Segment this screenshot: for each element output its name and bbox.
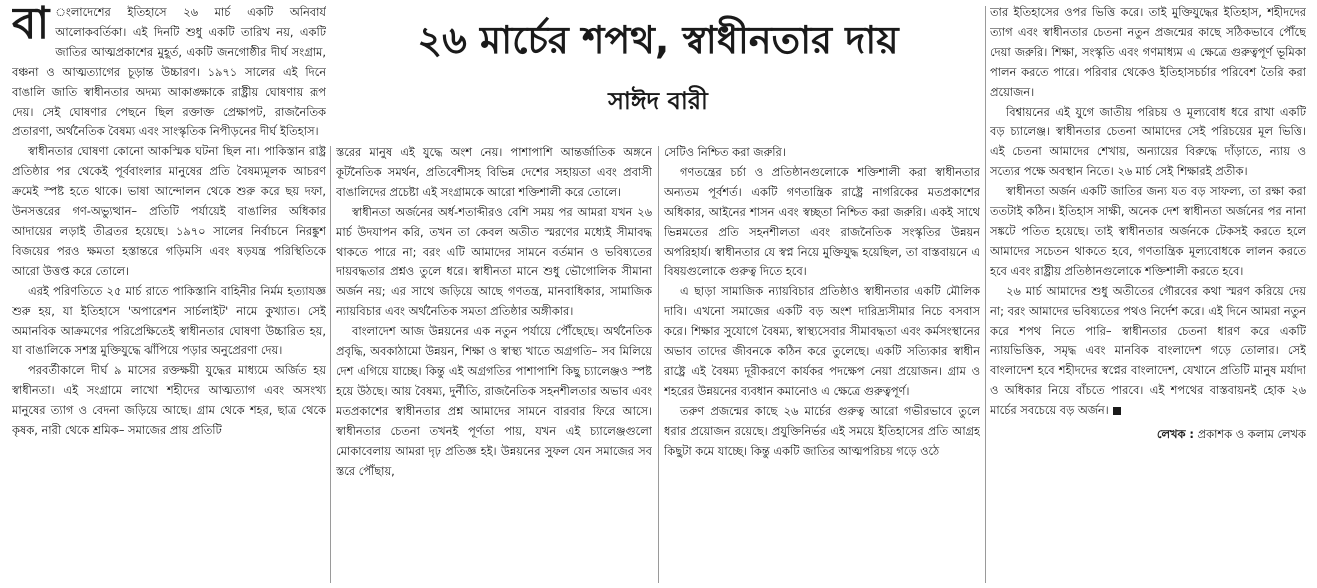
column-rule: [985, 6, 986, 583]
paragraph: স্বাধীনতার ঘোষণা কোনো আকস্মিক ঘটনা ছিল না। পাকিস্তান রাষ্ট্র প্রতিষ্ঠার পর থেকেই পূর্ববাংলার মানুষের প্রতি বৈষম্যমূলক আচরণ ক্রমেই স্পষ্ট হতে থাকে। ভাষা আন্দোলন থেকে শুরু করে ছয় দফা, উনসত্তরের গণ-অভ্যুত্থান– প্রতিটি পর্যায়েই বাঙালির অধিকার আদায়ের লড়াই তীব্রতর হয়েছে। ১৯৭০ সালের নির্বাচনে নিরঙ্কুশ বিজয়ের পরও ক্ষমতা হস্তান্তরে গড়িমসি এবং ষড়যন্ত্র পরিস্থিতিকে আরো উত্তপ্ত করে তোলে।: [12, 144, 326, 278]
author-description: প্রকাশক ও কলাম লেখক: [1197, 427, 1306, 442]
paragraph: সেটিও নিশ্চিত করা জরুরি।: [664, 145, 786, 159]
opening-paragraph: বা ংলাদেশের ইতিহাসে ২৬ মার্চ একটি অনিবার্য আলোকবর্তিকা। এই দিনটি শুধু একটি তারিখ নয়, একটি জাতির আত্মপ্রকাশের মুহূর্ত, একটি জনগোষ্ঠীর দীর্ঘ সংগ্রাম, বঞ্চনা ও আত্মত্যাগের চূড়ান্ত উচ্চারণ। ১৯৭১ সালের এই দিনে বাঙালি জাতি স্বাধীনতার অদম্য আকাঙ্ক্ষাকে রাষ্ট্রীয় ঘোষণায় রূপ দেয়। সেই ঘোষণার পেছনে ছিল রক্তাক্ত প্রেক্ষাপট, রাজনৈতিক প্রতারণা, অর্থনৈতিক বৈষম্য এবং সাংস্কৃতিক নিপীড়নের দীর্ঘ ইতিহাস।: [12, 3, 326, 139]
column-rule: [330, 146, 331, 583]
article-column-1: [12, 3, 326, 583]
article-column-3: [664, 143, 980, 583]
column-rule: [658, 146, 659, 583]
paragraph: স্তরের মানুষ এই যুদ্ধে অংশ নেয়। পাশাপাশি আন্তর্জাতিক অঙ্গনে কূটনৈতিক সমর্থন, প্রতিবেশীসহ বিভিন্ন দেশের সহায়তা এবং প্রবাসী বাঙালিদের প্রচেষ্টা এই সংগ্রামকে আরো শক্তিশালী করে তোলে।: [336, 145, 652, 199]
paragraph: স্বাধীনতা অর্জনের অর্ধ-শতাব্দীরও বেশি সময় পর আমরা যখন ২৬ মার্চ উদযাপন করি, তখন তা কেবল অতীত স্মরণের মধ্যেই সীমাবদ্ধ থাকতে পারে না; বরং এটি আমাদের সামনে বর্তমান ও ভবিষ্যতের দায়বদ্ধতার প্রশ্নও তুলে ধরে। স্বাধীনতা মানে শুধু ভৌগোলিক সীমানা অর্জন নয়; এর সাথে জড়িয়ে আছে গণতন্ত্র, মানবাধিকার, সামাজিক ন্যায়বিচার এবং অর্থনৈতিক সমতা প্রতিষ্ঠার অঙ্গীকার।: [336, 204, 652, 319]
drop-cap: বা: [12, 3, 50, 49]
closing-paragraph: ২৬ মার্চ আমাদের শুধু অতীতের গৌরবের কথা স্মরণ করিয়ে দেয় না; বরং আমাদের ভবিষ্যতের পথও নির্দেশ করে। এই দিনে আমরা নতুন করে শপথ নিতে পারি– স্বাধীনতার চেতনা ধারণ করে একটি ন্যায়ভিত্তিক, সমৃদ্ধ এবং মানবিক বাংলাদেশ গড়ে তোলার। সেই বাংলাদেশ হবে শহীদদের স্বপ্নের বাংলাদেশ, যেখানে প্রতিটি মানুষ মর্যাদা ও অধিকার নিয়ে বাঁচতে পারবে। এই শপথের বাস্তবায়নই হোক ২৬ মার্চের সবচেয়ে বড় অর্জন।: [990, 283, 1306, 418]
paragraph: এরই পরিণতিতে ২৫ মার্চ রাতে পাকিস্তানি বাহিনীর নির্মম হত্যাযজ্ঞ শুরু হয়, যা ইতিহাসে 'অপারেশন সার্চলাইট' নামে কুখ্যাত। সেই অমানবিক আক্রমণের পরিপ্রেক্ষিতেই স্বাধীনতার ঘোষণা উচ্চারিত হয়, যা বাঙালিকে সশস্ত্র মুক্তিযুদ্ধে ঝাঁপিয়ে পড়ার অনুপ্রেরণা দেয়।: [12, 283, 326, 358]
headline: ২৬ মার্চের শপথ, স্বাধীনতার দায়: [417, 18, 899, 62]
paragraph: স্বাধীনতা অর্জন একটি জাতির জন্য যত বড় সাফল্য, তা রক্ষা করা ততটাই কঠিন। ইতিহাস সাক্ষী, অনেক দেশ স্বাধীনতা অর্জনের পর নানা সঙ্কটে পতিত হয়েছে। তাই স্বাধীনতার অর্জনকে টেকসই করতে হলে আমাদের সচেতন থাকতে হবে, গণতান্ত্রিক মূল্যবোধকে লালন করতে হবে এবং রাষ্ট্রীয় প্রতিষ্ঠানগুলোকে শক্তিশালী করতে হবে।: [990, 184, 1306, 278]
author-label: লেখক :: [1156, 427, 1194, 442]
paragraph: এ ছাড়া সামাজিক ন্যায়বিচার প্রতিষ্ঠাও স্বাধীনতার একটি মৌলিক দাবি। এখনো সমাজের একটি বড় অংশ দারিদ্র্যসীমার নিচে বসবাস করে। শিক্ষার সুযোগে বৈষম্য, স্বাস্থ্যসেবার সীমাবদ্ধতা এবং কর্মসংস্থানের অভাব তাদের জীবনকে কঠিন করে তুলেছে। একটি সত্যিকার স্বাধীন রাষ্ট্রে এই বৈষম্য দূরীকরণে কার্যকর পদক্ষেপ নেয়া প্রয়োজন। গ্রাম ও শহরের উন্নয়নের ব্যবধান কমানোও এ ক্ষেত্রে গুরুত্বপূর্ণ।: [664, 284, 980, 398]
paragraph: বাংলাদেশ আজ উন্নয়নের এক নতুন পর্যায়ে পৌঁছেছে। অর্থনৈতিক প্রবৃদ্ধি, অবকাঠামো উন্নয়ন, শিক্ষা ও স্বাস্থ্য খাতে অগ্রগতি– সব মিলিয়ে দেশ এগিয়ে যাচ্ছে। কিন্তু এই অগ্রগতির পাশাপাশি কিছু চ্যালেঞ্জও স্পষ্ট হয়ে উঠছে। আয় বৈষম্য, দুর্নীতি, রাজনৈতিক সহনশীলতার অভাব এবং মতপ্রকাশের স্বাধীনতার প্রশ্ন আমাদের সামনে বারবার ফিরে আসে। স্বাধীনতার চেতনা তখনই পূর্ণতা পায়, যখন এই চ্যালেঞ্জগুলো মোকাবেলায় আমরা দৃঢ় প্রতিজ্ঞ হই। উন্নয়নের সুফল যেন সমাজের সব স্তরে পৌঁছায়,: [336, 324, 652, 478]
paragraph: পরবর্তীকালে দীর্ঘ ৯ মাসের রক্তক্ষয়ী যুদ্ধের মাধ্যমে অর্জিত হয় স্বাধীনতা। এই সংগ্রামে লাখো শহীদের আত্মত্যাগ এবং অসংখ্য মানুষের ত্যাগ ও বেদনা জড়িয়ে আছে। গ্রাম থেকে শহর, ছাত্র থেকে কৃষক, নারী থেকে শ্রমিক– সমাজের প্রায় প্রতিটি: [12, 363, 326, 438]
paragraph: গণতন্ত্রের চর্চা ও প্রতিষ্ঠানগুলোকে শক্তিশালী করা স্বাধীনতার অন্যতম পূর্বশর্ত। একটি গণতান্ত্রিক রাষ্ট্রে নাগরিকের মতপ্রকাশের অধিকার, আইনের শাসন এবং স্বচ্ছতা নিশ্চিত করা জরুরি। একই সাথে ভিন্নমতের প্রতি সহনশীলতা এবং রাজনৈতিক সংস্কৃতির উন্নয়ন অপরিহার্য। স্বাধীনতার যে স্বপ্ন নিয়ে মুক্তিযুদ্ধ হয়েছিল, তা বাস্তবায়নে এ বিষয়গুলোকে গুরুত্ব দিতে হবে।: [664, 164, 980, 279]
byline: সাঈদ বারী: [608, 87, 708, 115]
article-column-2: [336, 143, 652, 583]
end-mark-icon: [1113, 407, 1121, 415]
paragraph: তরুণ প্রজন্মের কাছে ২৬ মার্চের গুরুত্ব আরো গভীরভাবে তুলে ধরার প্রয়োজন রয়েছে। প্রযুক্তিনির্ভর এই সময়ে ইতিহাসের প্রতি আগ্রহ কিছুটা কমে যাচ্ছে। কিন্তু একটি জাতির আত্মপরিচয় গড়ে ওঠে: [664, 403, 980, 458]
author-note: [990, 425, 1306, 445]
paragraph: বিশ্বায়নের এই যুগে জাতীয় পরিচয় ও মূল্যবোধ ধরে রাখা একটি বড় চ্যালেঞ্জ। স্বাধীনতার চেতনা আমাদের সেই পরিচয়ের মূল ভিত্তি। এই চেতনা আমাদের শেখায়, অন্যায়ের বিরুদ্ধে দাঁড়াতে, ন্যায় ও সত্যের পক্ষে অবস্থান নিতে। ২৬ মার্চ সেই শিক্ষারই প্রতীক।: [990, 104, 1306, 179]
paragraph: তার ইতিহাসের ওপর ভিত্তি করে। তাই মুক্তিযুদ্ধের ইতিহাস, শহীদদের ত্যাগ এবং স্বাধীনতার চেতনা নতুন প্রজন্মের কাছে সঠিকভাবে পৌঁছে দেয়া জরুরি। শিক্ষা, সংস্কৃতি এবং গণমাধ্যম এ ক্ষেত্রে গুরুত্বপূর্ণ ভূমিকা পালন করতে পারে। পরিবার থেকেও ইতিহাসচর্চার পরিবেশ তৈরি করা প্রয়োজন।: [990, 5, 1306, 99]
article-column-4: [990, 3, 1306, 583]
